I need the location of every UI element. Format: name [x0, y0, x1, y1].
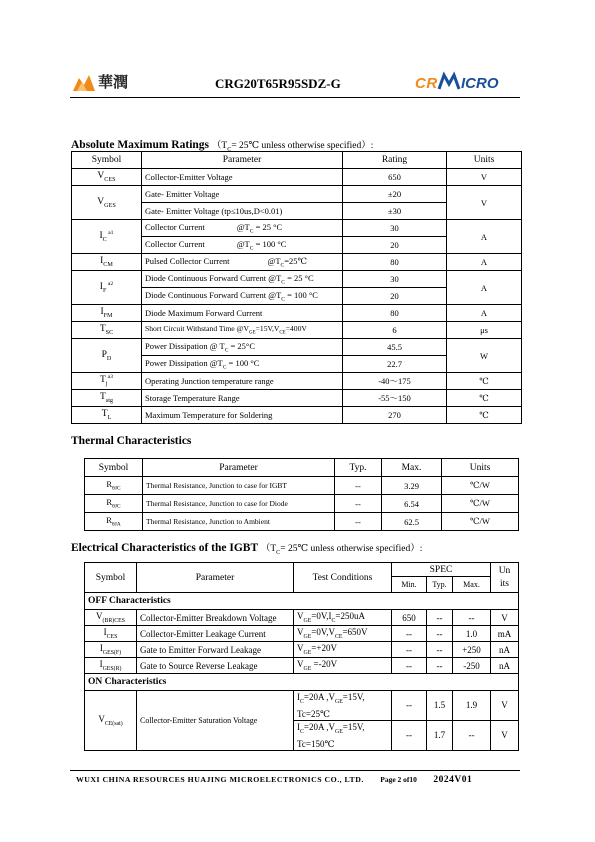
- param-cell: Operating Junction temperature range: [142, 373, 343, 390]
- table-row: [85, 477, 519, 495]
- col-max: Max.: [453, 577, 491, 593]
- max-cell: -250: [453, 658, 491, 674]
- unit-cell: V: [447, 169, 522, 186]
- rating-cell: ±30: [343, 203, 447, 220]
- table-row: [85, 642, 519, 658]
- abs-max-condition: （$T_C=$ 25℃ unless otherwise specified）:: [211, 141, 374, 153]
- typ-cell: --: [427, 610, 453, 626]
- typ-cell: --: [335, 477, 382, 495]
- param-cell: [142, 254, 343, 271]
- unit-cell: A: [447, 220, 522, 254]
- symbol-icm: $I_{CM}$: [72, 254, 142, 271]
- typ-cell: --: [427, 658, 453, 674]
- symbol-vbrces: $V_{(BR)CES}$: [85, 610, 137, 626]
- rating-cell: ±20: [343, 186, 447, 203]
- col-typ: Typ.: [427, 577, 453, 593]
- abs-max-table: [71, 151, 522, 424]
- max-cell: --: [453, 720, 491, 750]
- unit-cell: ℃/W: [442, 513, 519, 531]
- param-cell: Thermal Resistance, Junction to case for Diode: [143, 495, 335, 513]
- test-cond-cell: $I_C=20A$ $,V_{GE}=15V$, Tc=25℃: [294, 691, 392, 721]
- table-row: [72, 322, 522, 339]
- rating-cell: 20: [343, 288, 447, 305]
- symbol-vges: $V_{GES}$: [72, 186, 142, 220]
- table-row: [72, 220, 522, 237]
- col-units: Units: [442, 459, 519, 477]
- rating-cell: -55～150: [343, 390, 447, 407]
- col-parameter: Parameter: [137, 563, 294, 593]
- test-cond-cell: $V_{GE}=0V,I_C=250uA$: [294, 610, 392, 626]
- param-cell: Gate to Emitter Forward Leakage: [137, 642, 294, 658]
- unit-cell: nA: [491, 642, 519, 658]
- typ-cell: --: [427, 626, 453, 642]
- rating-cell: 20: [343, 237, 447, 254]
- rating-cell: 6: [343, 322, 447, 339]
- col-test-conditions: Test Conditions: [294, 563, 392, 593]
- max-cell: 1.0: [453, 626, 491, 642]
- symbol-vcesat: $V_{CE(sat)}$: [85, 691, 137, 751]
- typ-cell: 1.7: [427, 720, 453, 750]
- on-characteristics-title: ON Characteristics: [85, 674, 519, 691]
- table-row: [72, 254, 522, 271]
- param-cell: Storage Temperature Range: [142, 390, 343, 407]
- param-cell: Short Circuit Withstand Time $@V_{GE}=15V,V_{CE}=400V$: [142, 322, 343, 339]
- unit-cell: W: [447, 339, 522, 373]
- test-cond-cell: $I_C=20A$ $,V_{GE}=15V$, Tc=150℃: [294, 720, 392, 750]
- max-cell: --: [453, 610, 491, 626]
- min-cell: --: [392, 642, 427, 658]
- rating-cell: 22.7: [343, 356, 447, 373]
- footer-rule: [70, 770, 520, 771]
- symbol-rthja: $R_{\theta JA}$: [85, 513, 143, 531]
- crmicro-logo: [413, 70, 523, 94]
- param-text: Pulsed Collector Current: [145, 255, 230, 266]
- col-typ: Typ.: [335, 459, 382, 477]
- symbol-igesr: $I_{GES(R)}$: [85, 658, 137, 674]
- table-row: [72, 373, 522, 390]
- rating-cell: 45.5: [343, 339, 447, 356]
- min-cell: --: [392, 658, 427, 674]
- document-title: CRG20T65R95SDZ-G: [215, 76, 341, 91]
- table-row: [72, 169, 522, 186]
- table-header-row: [72, 152, 522, 169]
- typ-cell: --: [335, 513, 382, 531]
- header-rule: [70, 97, 520, 98]
- table-row: [85, 626, 519, 642]
- param-cond: $@T_C=25℃$: [267, 255, 308, 269]
- unit-cell: mA: [491, 626, 519, 642]
- svg-text:ICRO: ICRO: [461, 75, 499, 92]
- symbol-igesf: $I_{GES(F)}$: [85, 642, 137, 658]
- col-spec: SPEC: [392, 563, 491, 577]
- table-row: [85, 658, 519, 674]
- min-cell: --: [392, 720, 427, 750]
- max-cell: +250: [453, 642, 491, 658]
- huajing-logo: [73, 70, 143, 92]
- unit-cell: nA: [491, 658, 519, 674]
- symbol-tj: $T_j^{a3}$: [72, 373, 142, 390]
- table-row: [72, 339, 522, 356]
- param-cell: Collector-Emitter Voltage: [142, 169, 343, 186]
- param-cell: Collector-Emitter Saturation Voltage: [137, 691, 294, 751]
- rating-cell: 650: [343, 169, 447, 186]
- thermal-table: [84, 458, 519, 531]
- param-cell: Maximum Temperature for Soldering: [142, 407, 343, 424]
- param-cell: [142, 237, 343, 254]
- rating-cell: -40～175: [343, 373, 447, 390]
- elec-condition: （$T_C=$ 25℃ unless otherwise specified）:: [260, 544, 423, 556]
- param-text: Collector Current: [145, 221, 205, 232]
- test-cond-cell: $V_{GE}=0V,V_{CE}=650V$: [294, 626, 392, 642]
- col-symbol: Symbol: [85, 563, 137, 593]
- typ-cell: --: [335, 495, 382, 513]
- col-parameter: Parameter: [142, 152, 343, 169]
- max-cell: 62.5: [382, 513, 442, 531]
- footer-version: 2024V01: [433, 775, 473, 785]
- symbol-pd: $P_D$: [72, 339, 142, 373]
- unit-cell: ℃/W: [442, 477, 519, 495]
- symbol-tstg: $T_{stg}$: [72, 390, 142, 407]
- col-symbol: Symbol: [72, 152, 142, 169]
- rating-cell: 270: [343, 407, 447, 424]
- logo-left-text: 華潤: [98, 73, 129, 91]
- table-row: [85, 513, 519, 531]
- table-row: [72, 305, 522, 322]
- min-cell: --: [392, 691, 427, 721]
- group-row-on: [85, 674, 519, 691]
- symbol-ices: $I_{CES}$: [85, 626, 137, 642]
- table-row: [85, 495, 519, 513]
- table-row: [72, 271, 522, 288]
- unit-cell: ℃: [447, 407, 522, 424]
- typ-cell: --: [427, 642, 453, 658]
- table-row: [85, 691, 519, 721]
- test-cond-cell: $V_{GE} =-20V$: [294, 658, 392, 674]
- param-cell: Power Dissipation @ $T_C = 25^\circ C$: [142, 339, 343, 356]
- col-max: Max.: [382, 459, 442, 477]
- table-row: [72, 186, 522, 203]
- group-row-off: [85, 593, 519, 610]
- param-cell: Diode Maximum Forward Current: [142, 305, 343, 322]
- off-characteristics-title: OFF Characteristics: [85, 593, 519, 610]
- param-cond: $@T_C = 100$ °C: [236, 238, 287, 252]
- elec-heading: [71, 540, 422, 556]
- min-cell: 650: [392, 610, 427, 626]
- symbol-tsc: $T_{SC}$: [72, 322, 142, 339]
- symbol-rthjc-diode: $R_{\theta JC}$: [85, 495, 143, 513]
- symbol-rthjc-igbt: $R_{\theta JC}$: [85, 477, 143, 495]
- symbol-ic: $I_C$ $^{a1}$: [72, 220, 142, 254]
- unit-cell: A: [447, 271, 522, 305]
- min-cell: --: [392, 626, 427, 642]
- unit-cell: V: [491, 691, 519, 721]
- svg-text:CR: CR: [415, 75, 438, 92]
- max-cell: 1.9: [453, 691, 491, 721]
- param-cell: Thermal Resistance, Junction to Ambient: [143, 513, 335, 531]
- param-cell: Gate- Emitter Voltage (tp≤10us,D<0.01): [142, 203, 343, 220]
- typ-cell: 1.5: [427, 691, 453, 721]
- param-cell: Collector-Emitter Leakage Current: [137, 626, 294, 642]
- unit-cell: A: [447, 254, 522, 271]
- param-cell: Diode Continuous Forward Current $@T_C = 100$ °C: [142, 288, 343, 305]
- param-cell: Gate to Source Reverse Leakage: [137, 658, 294, 674]
- elec-title: Electrical Characteristics of the IGBT: [71, 542, 258, 554]
- table-header-row: [85, 563, 519, 577]
- param-cell: Thermal Resistance, Junction to case for IGBT: [143, 477, 335, 495]
- test-cond-cell: $V_{GE}=+20V$: [294, 642, 392, 658]
- max-cell: 3.29: [382, 477, 442, 495]
- col-rating: Rating: [343, 152, 447, 169]
- param-cond: $@T_C = 25$ °C: [236, 221, 283, 235]
- unit-cell: μs: [447, 322, 522, 339]
- table-header-row: [85, 459, 519, 477]
- symbol-tl: $T_L$: [72, 407, 142, 424]
- unit-cell: V: [491, 610, 519, 626]
- param-cell: Power Dissipation $@T_C = 100$ °C: [142, 356, 343, 373]
- footer-company: WUXI CHINA RESOURCES HUAJING MICROELECTRONICS CO., LTD.: [76, 775, 364, 784]
- rating-cell: 30: [343, 271, 447, 288]
- symbol-if: $I_F$ $^{a2}$: [72, 271, 142, 305]
- rating-cell: 80: [343, 254, 447, 271]
- unit-cell: A: [447, 305, 522, 322]
- param-text: Collector Current: [145, 238, 205, 249]
- col-units: Units: [447, 152, 522, 169]
- col-min: Min.: [392, 577, 427, 593]
- table-row: [85, 610, 519, 626]
- param-cell: [142, 220, 343, 237]
- max-cell: 6.54: [382, 495, 442, 513]
- thermal-heading: Thermal Characteristics: [71, 435, 192, 447]
- unit-cell: ℃: [447, 390, 522, 407]
- electrical-table: [84, 562, 519, 751]
- table-row: [72, 390, 522, 407]
- col-units: Un its: [491, 563, 519, 593]
- footer: [76, 775, 472, 785]
- rating-cell: 30: [343, 220, 447, 237]
- param-cell: Collector-Emitter Breakdown Voltage: [137, 610, 294, 626]
- col-symbol: Symbol: [85, 459, 143, 477]
- param-cell: Diode Continuous Forward Current $@T_C = 25$ °C: [142, 271, 343, 288]
- footer-page-number: Page 2 of10: [380, 775, 417, 784]
- symbol-ifm: $I_{FM}$: [72, 305, 142, 322]
- unit-cell: V: [491, 720, 519, 750]
- unit-cell: V: [447, 186, 522, 220]
- col-parameter: Parameter: [143, 459, 335, 477]
- rating-cell: 80: [343, 305, 447, 322]
- abs-max-title: Absolute Maximum Ratings: [71, 139, 210, 151]
- symbol-vces: $V_{CES}$: [72, 169, 142, 186]
- table-row: [72, 407, 522, 424]
- unit-cell: ℃/W: [442, 495, 519, 513]
- param-cell: Gate- Emitter Voltage: [142, 186, 343, 203]
- unit-cell: ℃: [447, 373, 522, 390]
